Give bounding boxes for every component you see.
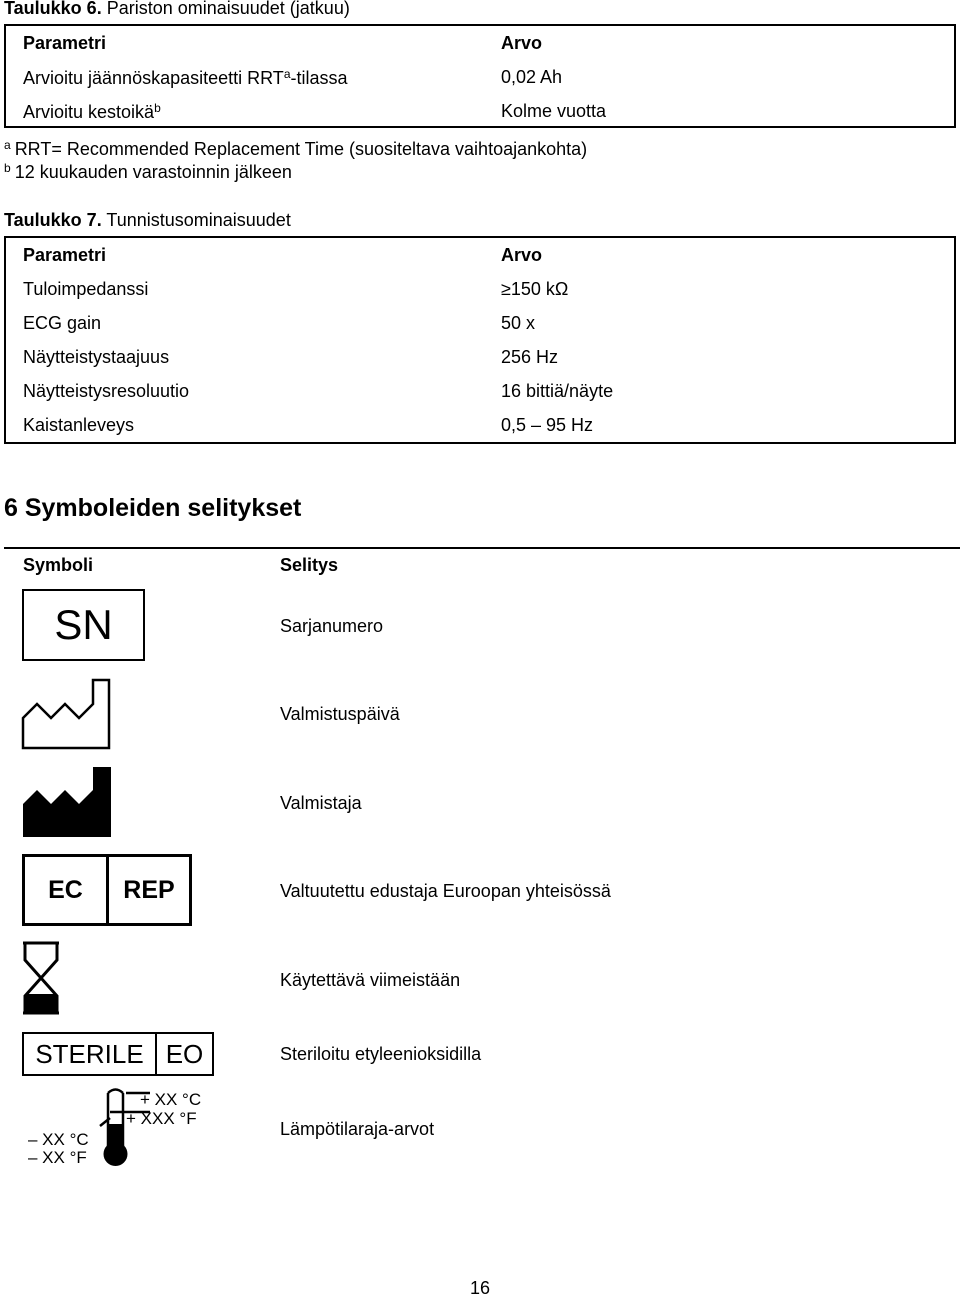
section-title: 6 Symboleiden selitykset xyxy=(4,494,302,522)
page-number: 16 xyxy=(469,1278,491,1298)
low-temp-c: – XX °C xyxy=(28,1130,89,1149)
temperature-limit-icon xyxy=(22,1088,222,1170)
table-row xyxy=(6,340,954,374)
low-temp-f: – XX °F xyxy=(28,1148,87,1167)
symbol-description: Lämpötilaraja-arvot xyxy=(280,1119,435,1139)
table-cell-parameter: ECG gain xyxy=(23,313,102,333)
sterile-eo-icon xyxy=(22,1032,214,1076)
table-row xyxy=(6,60,954,94)
serial-number-icon xyxy=(22,589,145,661)
table-cell-parameter: Tuloimpedanssi xyxy=(23,279,149,299)
symbol-description: Valtuutettu edustaja Euroopan yhteisössä xyxy=(280,881,611,901)
table-row xyxy=(6,408,954,442)
table-cell-value: 0,5 – 95 Hz xyxy=(501,415,594,435)
table-header-value: Arvo xyxy=(501,245,543,265)
table-cell-value: 50 x xyxy=(501,313,536,333)
symbol-description: Käytettävä viimeistään xyxy=(280,970,461,990)
table-cell-value: 256 Hz xyxy=(501,347,559,367)
high-temp-c: + XX °C xyxy=(140,1090,202,1109)
table-cell-value: ≥150 kΩ xyxy=(501,279,569,299)
sterile-label: STERILE xyxy=(35,1039,144,1069)
manufacturer-icon xyxy=(21,766,113,838)
ec-rep-icon xyxy=(22,854,192,926)
section-divider xyxy=(4,547,960,549)
table-row xyxy=(6,94,954,128)
table-cell-value: 16 bittiä/näyte xyxy=(501,381,614,401)
table-cell-parameter: Näytteistysresoluutio xyxy=(23,381,190,401)
footnote-b: $^b$ 12 kuukauden varastoinnin jälkeen xyxy=(4,161,292,182)
symbol-description: Sarjanumero xyxy=(280,616,384,636)
table-row xyxy=(6,306,954,340)
use-by-icon xyxy=(20,940,64,1016)
high-temp-f: + XXX °F xyxy=(126,1109,197,1128)
symbol-column-header: Symboli xyxy=(23,555,94,575)
table7 xyxy=(4,236,956,444)
ec-label: EC xyxy=(48,876,83,904)
table6 xyxy=(4,24,956,128)
table-cell-parameter: Arvioitu kestoikä$^b$ xyxy=(23,101,161,122)
table-header-parameter: Parametri xyxy=(23,33,107,53)
table-cell-parameter: Näytteistystaajuus xyxy=(23,347,170,367)
table-header-parameter: Parametri xyxy=(23,245,107,265)
table-row xyxy=(6,374,954,408)
table-cell-parameter: Arvioitu jäännöskapasiteetti RRT$^a$-tilassa xyxy=(23,67,348,88)
table-header-row xyxy=(6,238,954,272)
table-cell-value: 0,02 Ah xyxy=(501,67,563,87)
table7-caption: Taulukko 7. Tunnistusominaisuudet xyxy=(4,210,291,230)
table-cell-parameter: Kaistanleveys xyxy=(23,415,135,435)
symbol-description: Steriloitu etyleenioksidilla xyxy=(280,1044,482,1064)
table-cell-value: Kolme vuotta xyxy=(501,101,607,121)
table-row xyxy=(6,272,954,306)
description-column-header: Selitys xyxy=(280,555,339,575)
table-header-row xyxy=(6,26,954,60)
serial-number-label: SN xyxy=(54,601,113,648)
rep-label: REP xyxy=(123,876,175,904)
eo-label: EO xyxy=(165,1039,204,1069)
footnote-a: $^a$ RRT= Recommended Replacement Time (suositeltava vaihtoajankohta) xyxy=(4,138,588,159)
table-header-value: Arvo xyxy=(501,33,543,53)
symbol-description: Valmistuspäivä xyxy=(280,704,400,724)
date-of-manufacture-icon xyxy=(20,676,114,750)
symbol-description: Valmistaja xyxy=(280,793,362,813)
table6-caption: Taulukko 6. Pariston ominaisuudet (jatkuu) xyxy=(4,0,350,18)
